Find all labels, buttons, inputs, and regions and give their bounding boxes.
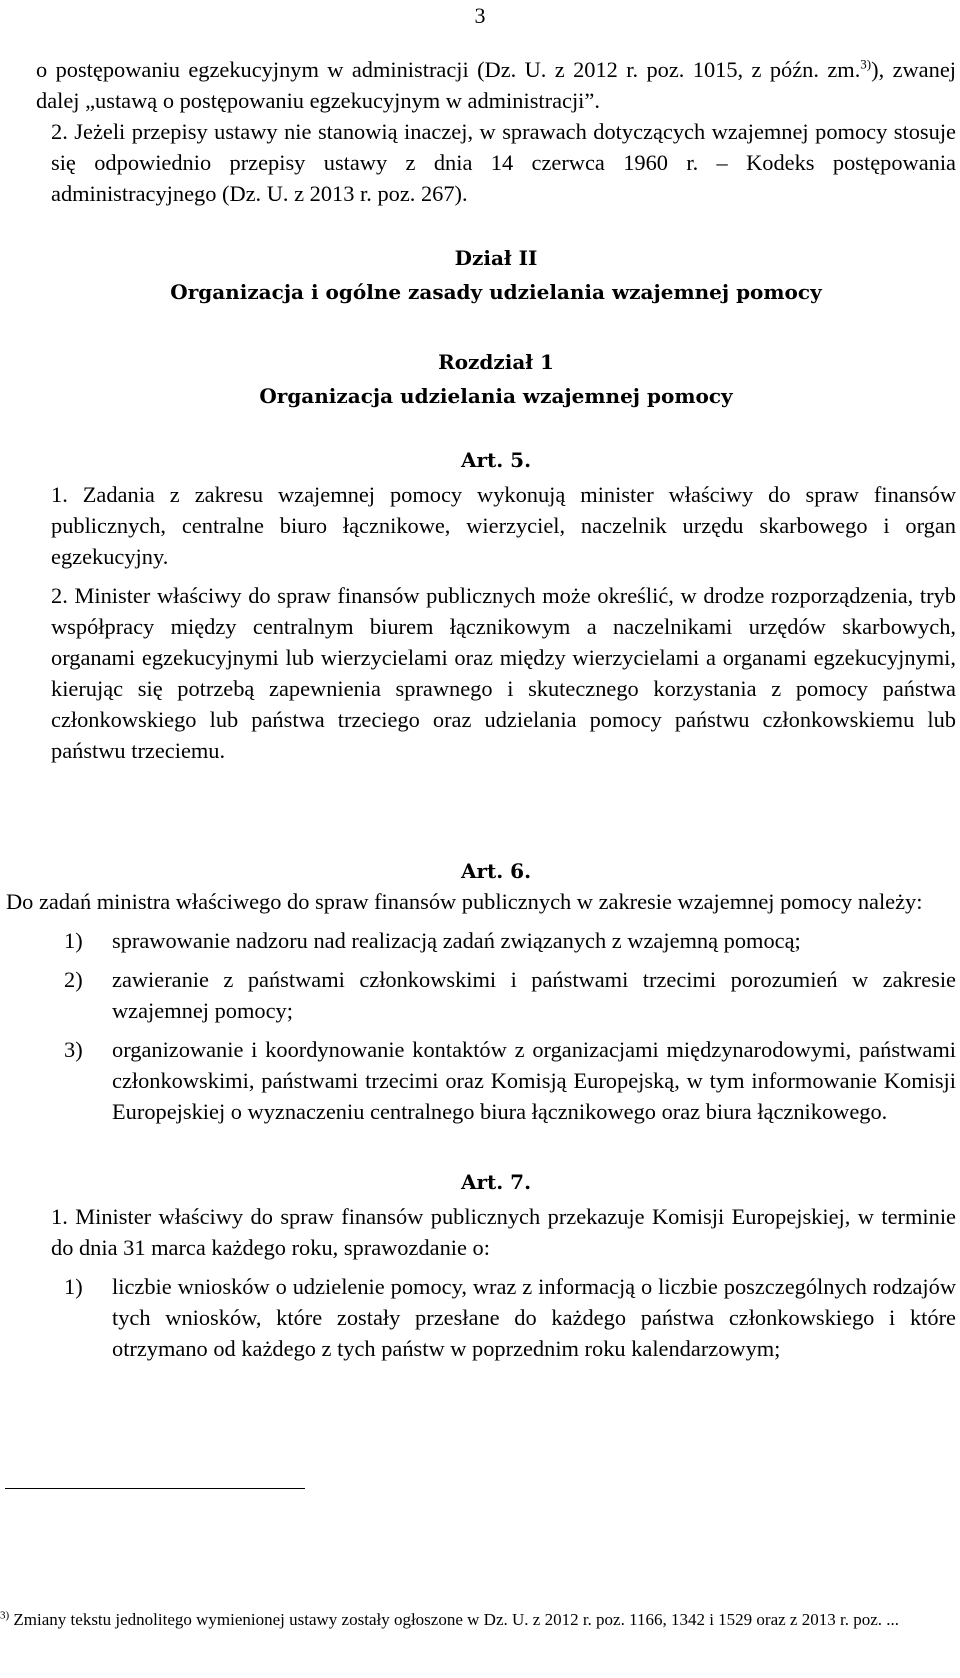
intro-paragraph-2: 2. Jeżeli przepisy ustawy nie stanowią inaczej, w sprawach dotyczących wzajemnej pomocy stosuje się odpowiednio przepisy ustawy z dnia 14 czerwca 1960 r. – Kodeks postępowania administracyjnego (Dz. U. z 2013 r. poz. 267). bbox=[51, 119, 956, 206]
list-text: sprawowanie nadzoru nad realizacją zadań związanych z wzajemną pomocą; bbox=[112, 928, 801, 953]
article-6-item-2 bbox=[36, 964, 956, 1026]
footnote-reference[interactable]: 3) bbox=[860, 56, 872, 72]
article-7-item-1 bbox=[36, 1271, 956, 1364]
intro-text-b: ), zwanej dalej „ustawą o postępowaniu egzekucyjnym w administracji”. bbox=[36, 57, 956, 113]
intro-text-a: o postępowaniu egzekucyjnym w administracji (Dz. U. z 2012 r. poz. 1015, z późn. zm. bbox=[36, 57, 861, 82]
footnote bbox=[0, 1608, 910, 1632]
chapter-title: Organizacja udzielania wzajemnej pomocy bbox=[259, 384, 733, 408]
list-text: liczbie wniosków o udzielenie pomocy, wraz z informacją o liczbie poszczególnych rodzajów tych wniosków, które zostały przesłane do każdego państwa członkowskiego i które otrzymano od każdego z tych państw w poprzednim roku kalendarzowym; bbox=[112, 1274, 956, 1361]
article-6-item-1 bbox=[36, 925, 956, 956]
list-number: 2) bbox=[64, 967, 83, 992]
article-6-intro: Do zadań ministra właściwego do spraw finansów publicznych w zakresie wzajemnej pomocy należy: bbox=[6, 889, 923, 914]
chapter-label: Rozdział 1 bbox=[438, 350, 554, 374]
intro-paragraph-1 bbox=[36, 54, 956, 116]
article-7-heading: Art. 7. bbox=[460, 1170, 532, 1194]
footnote-marker: 3) bbox=[0, 1609, 10, 1622]
list-text: zawieranie z państwami członkowskimi i państwami trzecimi porozumień w zakresie wzajemnej pomocy; bbox=[112, 967, 956, 1023]
page-number: 3 bbox=[474, 3, 486, 28]
article-5-heading: Art. 5. bbox=[460, 448, 532, 472]
article-6-heading: Art. 6. bbox=[460, 859, 532, 883]
page-content bbox=[6, 54, 956, 1364]
division-title: Organizacja i ogólne zasady udzielania wzajemnej pomocy bbox=[170, 280, 822, 304]
list-number: 1) bbox=[64, 928, 83, 953]
footnote-text: Zmiany tekstu jednolitego wymienionej ustawy zostały ogłoszone w Dz. U. z 2012 r. poz. 1166, 1342 i 1529 oraz z 2013 r. poz. ... bbox=[9, 1610, 899, 1629]
list-number: 1) bbox=[64, 1274, 83, 1299]
list-number: 3) bbox=[64, 1037, 83, 1062]
article-5-paragraph-1: 1. Zadania z zakresu wzajemnej pomocy wykonują minister właściwy do spraw finansów publicznych, centralne biuro łącznikowe, wierzyciel, naczelnik urzędu skarbowego i organ egzekucyjny. bbox=[51, 482, 956, 569]
division-label: Dział II bbox=[454, 246, 538, 270]
footnote-divider bbox=[5, 1488, 305, 1489]
article-7-paragraph-1: 1. Minister właściwy do spraw finansów publicznych przekazuje Komisji Europejskiej, w terminie do dnia 31 marca każdego roku, sprawozdanie o: bbox=[51, 1204, 956, 1260]
article-5-paragraph-2: 2. Minister właściwy do spraw finansów publicznych może określić, w drodze rozporządzenia, tryb współpracy między centralnym biurem łącznikowym a naczelnikami urzędów skarbowych, organami egzekucyjnymi lub wierzycielami oraz między wierzycielami a organami egzekucyjnymi, kierując się potrzebą zapewnienia sprawnego i skutecznego korzystania z pomocy państwa członkowskiego lub państwa trzeciego oraz udzielania pomocy państwu członkowskiemu lub państwu trzeciemu. bbox=[51, 583, 956, 763]
list-text: organizowanie i koordynowanie kontaktów z organizacjami międzynarodowymi, państwami członkowskimi, państwami trzecimi oraz Komisją Europejską, w tym informowanie Komisji Europejskiej o wyznaczeniu centralnego biura łącznikowego oraz biura łącznikowego. bbox=[112, 1037, 956, 1124]
article-6-item-3 bbox=[36, 1034, 956, 1127]
